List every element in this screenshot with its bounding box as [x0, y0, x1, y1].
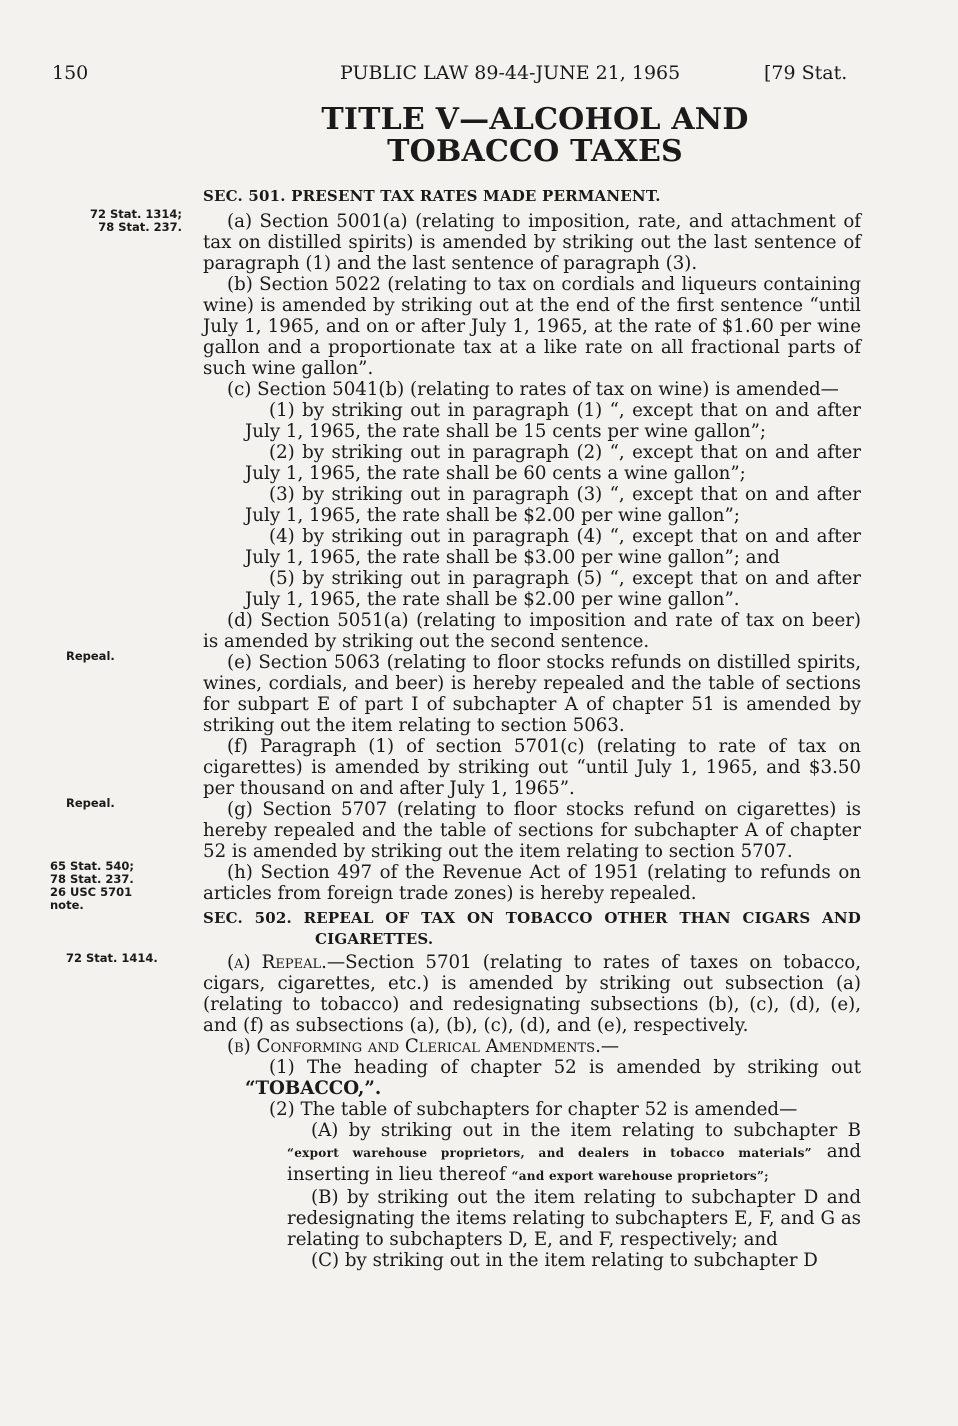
margin-note-repeal: Repeal.	[66, 649, 115, 663]
statute-text	[203, 186, 861, 1271]
paragraph: (3) by striking out in paragraph (3) “, except that on and after July 1, 1965, the rate shall be $2.00 per wine gallon”;	[245, 484, 861, 526]
paragraph-text: and inserting in lieu thereof	[287, 1141, 861, 1185]
paragraph: (C) by striking out in the item relating to subchapter D	[311, 1250, 818, 1271]
paragraph: (5) by striking out in paragraph (5) “, except that on and after July 1, 1965, the rate shall be $2.00 per wine gallon”.	[245, 568, 861, 610]
paragraph-text: (A) by striking out in the item relating to subchapter B	[311, 1120, 861, 1141]
title-heading: TITLE V—ALCOHOL AND TOBACCO TAXES	[321, 102, 749, 169]
margin-note-citation: 72 Stat. 1314; 78 Stat. 237.	[89, 207, 182, 234]
paragraph: (2) The table of subchapters for chapter 52 is amended—	[269, 1099, 798, 1120]
paragraph	[203, 1057, 861, 1099]
quoted-heading: “TOBACCO,”.	[245, 1078, 382, 1099]
paragraph	[203, 952, 861, 1036]
page-number: 150	[52, 62, 89, 84]
paragraph: (B) by striking out the item relating to subchapter D and redesignating the items relating to subchapters E, F, and G as relating to subchapters D, E, and F, respectively; and	[287, 1187, 861, 1250]
paragraph: (f) Paragraph (1) of section 5701(c) (relating to rate of tax on cigarettes) is amended by striking out “until July 1, 1965, and $3.50 per thousand on and after July 1, 1965”.	[203, 736, 861, 799]
paragraph: (c) Section 5041(b) (relating to rates of tax on wine) is amended—	[227, 379, 839, 400]
paragraph: (2) by striking out in paragraph (2) “, except that on and after July 1, 1965, the rate shall be 60 cents a wine gallon”;	[245, 442, 861, 484]
running-head: PUBLIC LAW 89-44-JUNE 21, 1965	[340, 62, 681, 84]
quoted-text: “and export warehouse proprietors”;	[511, 1169, 769, 1183]
paragraph: (4) by striking out in paragraph (4) “, except that on and after July 1, 1965, the rate shall be $3.00 per wine gallon”; and	[245, 526, 861, 568]
margin-note-repeal: Repeal.	[66, 796, 115, 810]
paragraph: (d) Section 5051(a) (relating to imposition and rate of tax on beer) is amended by striking out the second sentence.	[203, 610, 861, 652]
paragraph: (a) Section 5001(a) (relating to imposition, rate, and attachment of tax on distilled spirits) is amended by striking out the last sentence of paragraph (1) and the last sentence of paragraph (3).	[203, 211, 861, 274]
paragraph	[203, 1120, 861, 1187]
paragraph: (b) Section 5022 (relating to tax on cordials and liqueurs containing wine) is amended by striking out at the end of the first sentence “until July 1, 1965, and on or after July 1, 1965, at the rate of $1.60 per wine gallon and a proportionate tax at a like rate on all fractional parts of such wine gallon”.	[203, 274, 861, 379]
paragraph: (g) Section 5707 (relating to floor stocks refund on cigarettes) is hereby repealed and the table of sections for subchapter A of chapter 52 is amended by striking out the item relating to section 5707.	[203, 799, 861, 862]
quoted-text: “export warehouse proprietors, and dealers in tobacco materials”	[287, 1146, 812, 1160]
dash: —	[600, 1036, 620, 1057]
page-header	[0, 62, 958, 92]
section-heading: SEC. 501. PRESENT TAX RATES MADE PERMANENT.	[203, 187, 661, 205]
paragraph: (h) Section 497 of the Revenue Act of 1951 (relating to refunds on articles from foreign trade zones) is hereby repealed.	[203, 862, 861, 904]
paragraph-text: —Section 5701 (relating to rates of taxes on tobacco, cigars, cigarettes, etc.) is amended by striking out subsection (a) (relating to tobacco) and redesignating subsections (b), (c), (d), (e), and (f) as subsections (a), (b), (c), (d), and (e), respectively.	[203, 952, 861, 1036]
volume-reference: [79 Stat.	[764, 62, 848, 84]
subsection-label: (b) Conforming and Clerical Amendments.	[227, 1036, 601, 1057]
paragraph: (1) by striking out in paragraph (1) “, except that on and after July 1, 1965, the rate shall be 15 cents per wine gallon”;	[245, 400, 861, 442]
paragraph: (e) Section 5063 (relating to floor stocks refunds on distilled spirits, wines, cordials, and beer) is hereby repealed and the table of sections for subpart E of part I of subchapter A of chapter 51 is amended by striking out the item relating to section 5063.	[203, 652, 861, 736]
margin-note-citation: 72 Stat. 1414.	[66, 951, 158, 965]
paragraph-text: (1) The heading of chapter 52 is amended by striking out	[269, 1057, 861, 1078]
section-heading: SEC. 502. REPEAL OF TAX ON TOBACCO OTHER THAN CIGARS AND CIGARETTES.	[203, 909, 861, 948]
paragraph	[203, 1036, 861, 1057]
subsection-label: (a) Repeal.	[227, 952, 327, 973]
margin-note-citation: 65 Stat. 540; 78 Stat. 237. 26 USC 5701 note.	[50, 859, 135, 912]
